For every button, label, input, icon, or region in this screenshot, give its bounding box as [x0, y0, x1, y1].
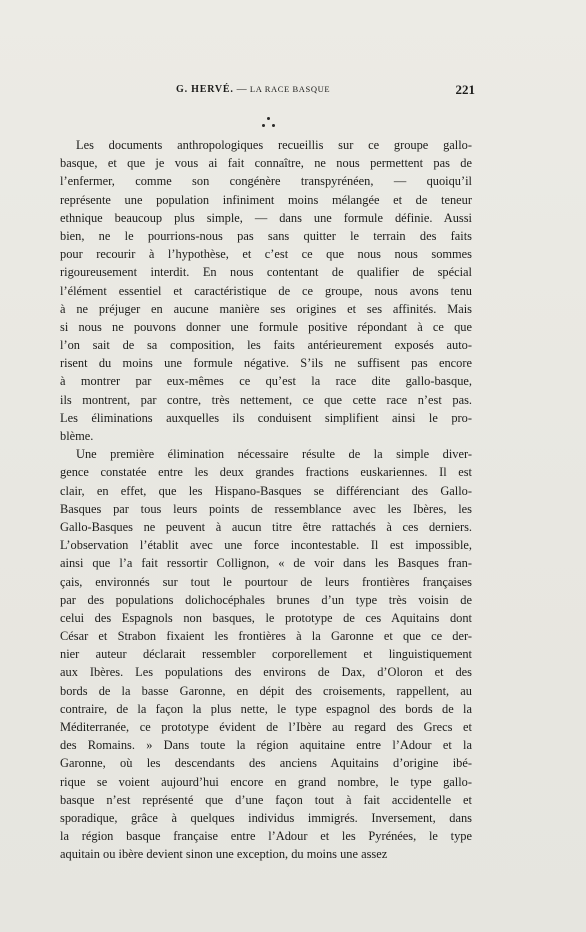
running-header	[60, 84, 480, 104]
text-line: rique se voient aujourd’hui encore en grand nombre, le type gallo-	[60, 774, 472, 789]
text-line: César et Strabon fixaient les frontières à la Garonne et que ce der-	[60, 629, 472, 644]
running-title	[176, 84, 330, 95]
text-line: à montrer par eux-mêmes ce qu’est la race dite gallo-basque,	[60, 374, 472, 389]
text-line: basque n’est représenté que d’une façon tout à fait accidentelle et	[60, 792, 472, 807]
header-separator: —	[236, 84, 248, 95]
text-line: clair, en effet, que les Hispano-Basques se différenciant des Gallo-	[60, 483, 472, 498]
text-line: représente une population infiniment moins mélangée et de teneur	[60, 192, 472, 207]
text-line: si nous ne pouvons donner une formule positive répondant à ce que	[60, 319, 472, 334]
text-line: basque, et que je vous ai fait connaître, ne nous permettent pas de	[60, 156, 472, 171]
text-line: pour recourir à l’hypothèse, et c’est ce que nous nous sommes	[60, 247, 472, 262]
text-line: ethnique beaucoup plus simple, — dans une formule définie. Aussi	[60, 210, 472, 225]
text-line: celui des Espagnols non basques, le prototype de ces Aquitains dont	[60, 610, 472, 625]
page-number: 221	[455, 82, 475, 97]
text-line: contraire, de la façon la plus nette, le type espagnol des bords de la	[60, 701, 472, 716]
text-line: Les documents anthropologiques recueillis sur ce groupe gallo-	[76, 138, 472, 152]
text-line: Basques par tous leurs points de ressemblance avec les Ibères, les	[60, 501, 472, 516]
text-line: Gallo-Basques ne peuvent à aucun titre être rattachés à ces derniers.	[60, 519, 472, 534]
section-ornament-icon	[259, 117, 279, 131]
text-line: rigoureusement interdit. En nous contentant de qualifier de spécial	[60, 265, 472, 280]
text-line: ainsi que l’a fait ressortir Collignon, « de voir dans les Basques fran-	[60, 556, 472, 571]
text-line: gence constatée entre les deux grandes fractions euskariennes. Il est	[60, 465, 472, 480]
text-line: l’élément essentiel et caractéristique de ce groupe, nous avons tenu	[60, 283, 472, 298]
text-line: çais, environnés sur tout le pourtour de leurs frontières françaises	[60, 574, 472, 589]
text-line: blème.	[60, 429, 94, 443]
paragraph	[60, 445, 472, 863]
text-line: Les éliminations auxquelles ils conduisent simplifient ainsi le pro-	[60, 410, 472, 425]
text-line: Une première élimination nécessaire résulte de la simple diver-	[76, 447, 472, 462]
text-line: aquitain ou ibère devient sinon une exception, du moins une assez	[60, 847, 388, 862]
text-line: nier auteur déclarait ressembler corporellement et linguistiquement	[60, 647, 472, 662]
text-line: L’observation l’établit avec une force incontestable. Il est impossible,	[60, 538, 472, 553]
text-line: bords de la basse Garonne, en dépit des croisements, rappellent, au	[60, 683, 472, 698]
text-line: l’enfermer, comme son congénère transpyrénéen, — quoiqu’il	[60, 174, 472, 189]
text-line: des Romains. » Dans toute la région aquitaine entre l’Adour et la	[60, 738, 472, 753]
text-line: sporadique, grâce à quelques individus immigrés. Inversement, dans	[60, 810, 472, 825]
header-title: LA RACE BASQUE	[249, 84, 331, 94]
text-line: par des populations dolichocéphales brunes d’un type très voisin de	[60, 592, 472, 607]
header-author: G. HERVÉ.	[176, 84, 234, 95]
text-line: l’on sait de sa composition, les faits antérieurement exposés auto-	[60, 338, 472, 353]
text-line: Méditerranée, ce prototype évident de l’Ibère au regard des Grecs et	[60, 720, 472, 734]
text-line: ils montrent, par contre, très nettement, ce que cette race n’est pas.	[60, 392, 472, 407]
text-line: la région basque française entre l’Adour et les Pyrénées, le type	[60, 829, 472, 844]
body-text	[60, 136, 472, 864]
text-line: Garonne, où les descendants des anciens Aquitains d’origine ibé-	[60, 756, 472, 771]
text-line: bien, ne le pourrions-nous pas sans quitter le terrain des faits	[60, 228, 472, 243]
text-line: à ne préjuger en aucune manière ses origines et ses affinités. Mais	[60, 301, 472, 316]
text-line: aux Ibères. Les populations des environs de Dax, d’Oloron et des	[60, 665, 472, 680]
text-line: risent du moins une formule négative. S’ils ne suffisent pas encore	[60, 356, 472, 371]
paragraph	[60, 136, 472, 445]
